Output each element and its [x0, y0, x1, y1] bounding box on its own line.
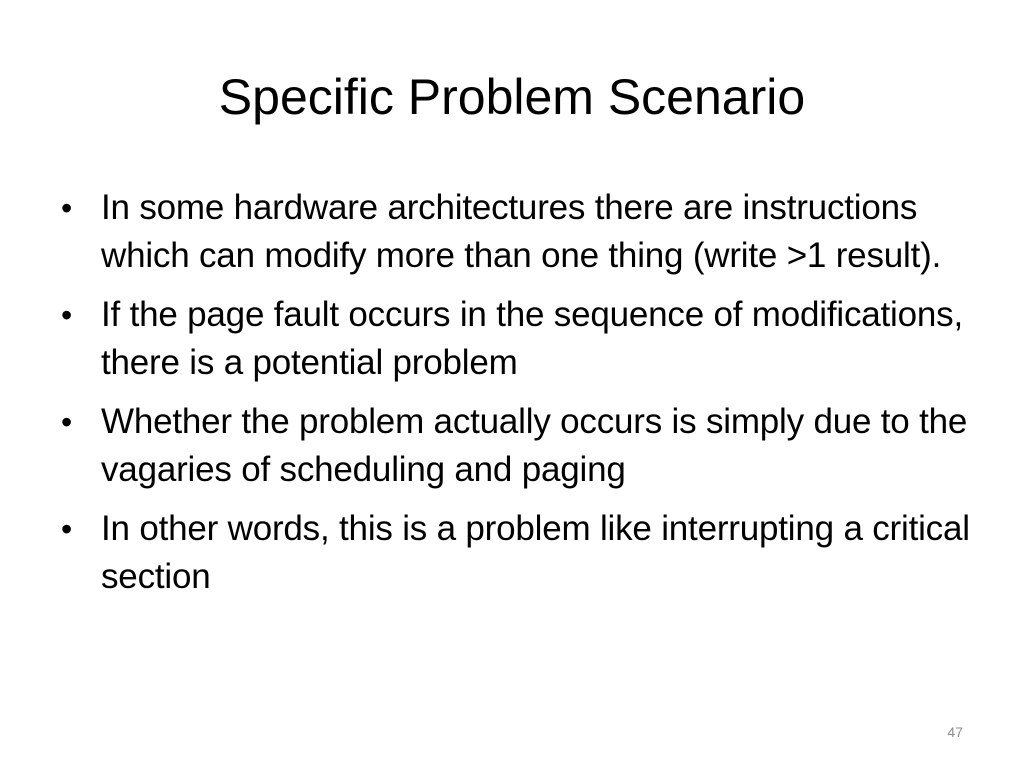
bullet-text: In some hardware architectures there are instructions which can modify more than one thing (write >1 result).	[101, 188, 942, 275]
slide-title: Specific Problem Scenario	[218, 69, 806, 125]
bullet-icon: •	[61, 190, 73, 226]
slide-number: 47	[947, 724, 963, 740]
bullet-text: In other words, this is a problem like interrupting a critical section	[101, 509, 970, 596]
bullet-icon: •	[61, 297, 73, 333]
bullet-item	[58, 398, 978, 494]
bullet-text: If the page fault occurs in the sequence of modifications, there is a potential problem	[101, 295, 963, 382]
bullet-icon: •	[61, 404, 73, 440]
bullet-icon: •	[61, 511, 73, 547]
bullet-item	[58, 291, 978, 387]
bullet-list	[58, 184, 978, 612]
bullet-item	[58, 505, 978, 601]
bullet-text: Whether the problem actually occurs is simply due to the vagaries of scheduling and paging	[101, 402, 968, 489]
bullet-item	[58, 184, 978, 280]
